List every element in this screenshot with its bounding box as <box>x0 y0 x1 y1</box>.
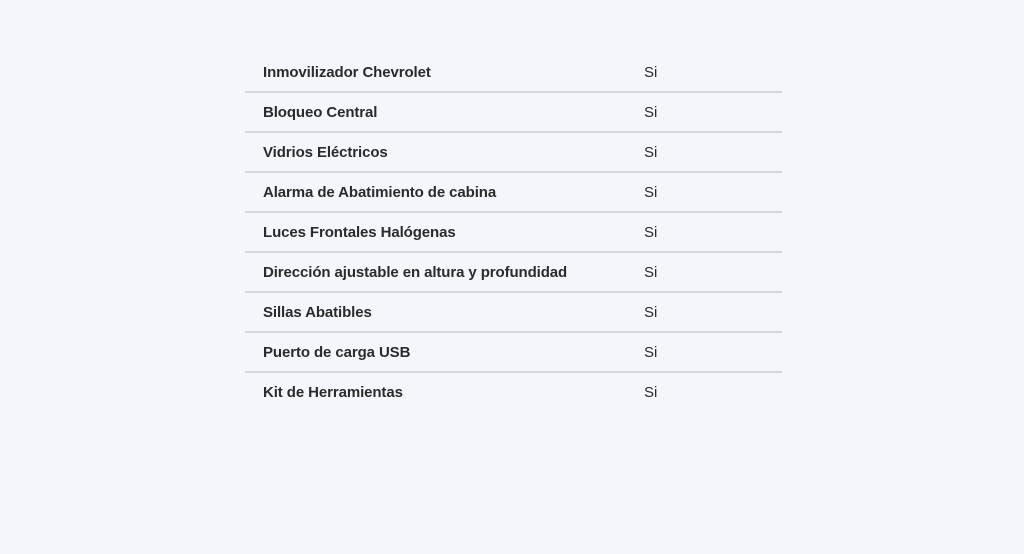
spec-row <box>245 53 782 93</box>
spec-value: Si <box>644 63 658 81</box>
spec-value: Si <box>644 263 658 281</box>
spec-feature-label: Sillas Abatibles <box>263 303 372 321</box>
spec-value: Si <box>644 303 658 321</box>
spec-value: Si <box>644 383 658 401</box>
spec-row <box>245 173 782 213</box>
spec-feature-label: Inmovilizador Chevrolet <box>263 63 431 81</box>
spec-row <box>245 253 782 293</box>
spec-value: Si <box>644 183 658 201</box>
spec-row <box>245 293 782 333</box>
spec-feature-label: Puerto de carga USB <box>263 343 411 361</box>
spec-row <box>245 93 782 133</box>
spec-feature-label: Kit de Herramientas <box>263 383 403 401</box>
spec-feature-label: Dirección ajustable en altura y profundidad <box>263 263 568 281</box>
spec-value: Si <box>644 143 658 161</box>
spec-feature-label: Alarma de Abatimiento de cabina <box>263 183 497 201</box>
spec-value: Si <box>644 343 658 361</box>
spec-value: Si <box>644 223 658 241</box>
spec-row <box>245 133 782 173</box>
spec-feature-label: Bloqueo Central <box>263 103 378 121</box>
specs-table <box>245 53 782 411</box>
spec-row <box>245 213 782 253</box>
spec-feature-label: Vidrios Eléctricos <box>263 143 388 161</box>
spec-feature-label: Luces Frontales Halógenas <box>263 223 456 241</box>
spec-row <box>245 333 782 373</box>
spec-row <box>245 373 782 411</box>
spec-value: Si <box>644 103 658 121</box>
